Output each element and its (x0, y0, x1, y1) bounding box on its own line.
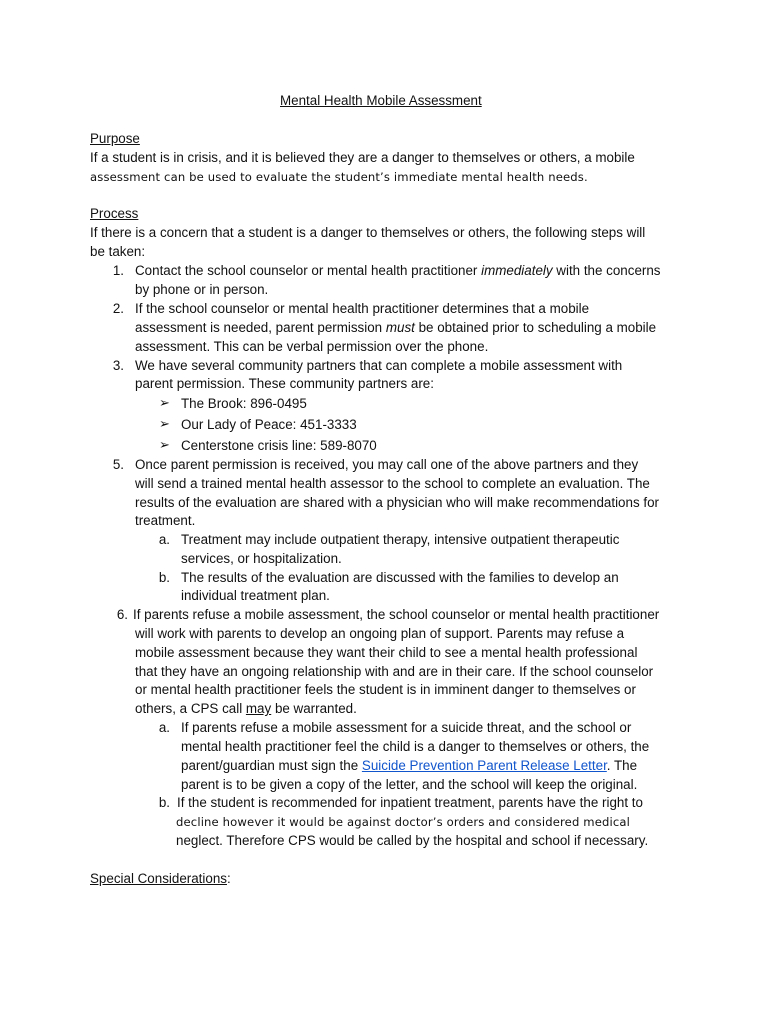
step2-line (135, 319, 656, 337)
arrow-bullet-icon: ➢ (159, 417, 170, 432)
special-considerations-heading (90, 870, 231, 888)
process-intro-line: be taken: (90, 244, 146, 259)
step1-text: Contact the school counselor or mental health practitioner (135, 263, 482, 278)
step6-line: or mental health practitioner feels the student is in imminent danger to themselves or (135, 682, 636, 697)
special-heading-colon: : (226, 871, 231, 886)
document-title: Mental Health Mobile Assessment (280, 93, 482, 108)
step-number: 1. (112, 263, 124, 278)
purpose-text-line: If a student is in crisis, and it is believed they are a danger to themselves or others, a mobile (90, 150, 635, 165)
step6b-line: decline however it would be against doctor’s orders and considered medical (176, 815, 631, 829)
step6b-line: neglect. Therefore CPS would be called by the hospital and school if necessary. (176, 833, 649, 848)
step1-text: with the concerns (552, 263, 661, 278)
step5b-line: individual treatment plan. (181, 588, 330, 603)
purpose-text-line: assessment can be used to evaluate the student’s immediate mental health needs. (90, 170, 588, 184)
purpose-heading: Purpose (90, 131, 140, 146)
step5-line: treatment. (135, 513, 196, 528)
step6-text: be warranted. (271, 701, 357, 716)
arrow-bullet-icon: ➢ (159, 438, 170, 453)
step2-text: be obtained prior to scheduling a mobile (414, 320, 657, 335)
step5-line: will send a trained mental health assessor to the school to complete an evaluation. The (135, 476, 650, 491)
release-letter-link[interactable]: Suicide Prevention Parent Release Letter (361, 758, 607, 773)
step1-line (135, 262, 661, 280)
step6-line: that they have an ongoing relationship with and are in their care. If the school counselor (135, 664, 654, 679)
step5b-line: The results of the evaluation are discussed with the families to develop an (181, 570, 619, 585)
partner-item: The Brook: 896-0495 (181, 396, 307, 411)
step-number: 2. (112, 301, 124, 316)
step-number: 6. (116, 607, 128, 622)
sub-item-label: a. (158, 532, 170, 547)
process-intro-line: If there is a concern that a student is a danger to themselves or others, the following steps will (90, 225, 646, 240)
step6b-line: If the student is recommended for inpatient treatment, parents have the right to (177, 795, 643, 810)
step6-line: will work with parents to develop an ongoing plan of support. Parents may refuse a (135, 626, 625, 641)
special-heading-text: Special Considerations (90, 871, 227, 886)
step6-line (135, 700, 357, 718)
step6a-line: mental health practitioner feel the child is a danger to themselves or others, the (181, 739, 650, 754)
step6-text: others, a CPS call (135, 701, 246, 716)
step5-line: Once parent permission is received, you may call one of the above partners and they (135, 457, 639, 472)
step1-emphasis: immediately (481, 263, 553, 278)
step6-underline: may (245, 701, 272, 716)
step1-line: by phone or in person. (135, 282, 269, 297)
step3-line: We have several community partners that can complete a mobile assessment with (135, 358, 623, 373)
process-heading: Process (90, 206, 139, 221)
step-number: 5. (112, 457, 124, 472)
sub-item-label: b. (158, 795, 170, 810)
arrow-bullet-icon: ➢ (159, 396, 170, 411)
step6a-text: . The (606, 758, 638, 773)
partner-item: Our Lady of Peace: 451-3333 (181, 417, 357, 432)
sub-item-label: b. (158, 570, 170, 585)
step6a-text: parent/guardian must sign the (181, 758, 362, 773)
step5a-line: Treatment may include outpatient therapy, intensive outpatient therapeutic (181, 532, 620, 547)
step5-line: results of the evaluation are shared with a physician who will make recommendations for (135, 495, 659, 510)
partner-item: Centerstone crisis line: 589-8070 (181, 438, 377, 453)
sub-item-label: a. (158, 720, 170, 735)
step6-line: mobile assessment because they want their child to see a mental health professional (135, 645, 638, 660)
step3-line: parent permission. These community partners are: (135, 376, 434, 391)
step2-line: If the school counselor or mental health practitioner determines that a mobile (135, 301, 590, 316)
step-number: 3. (112, 358, 124, 373)
step6a-line: parent is to be given a copy of the letter, and the school will keep the original. (181, 777, 638, 792)
step6-line: If parents refuse a mobile assessment, the school counselor or mental health practitioner (133, 607, 660, 622)
step5a-line: services, or hospitalization. (181, 551, 342, 566)
step6a-line (181, 757, 637, 775)
step2-emphasis: must (385, 320, 415, 335)
step2-text: assessment is needed, parent permission (135, 320, 386, 335)
step6a-line: If parents refuse a mobile assessment for a suicide threat, and the school or (181, 720, 632, 735)
step2-line: assessment. This can be verbal permission over the phone. (135, 339, 489, 354)
